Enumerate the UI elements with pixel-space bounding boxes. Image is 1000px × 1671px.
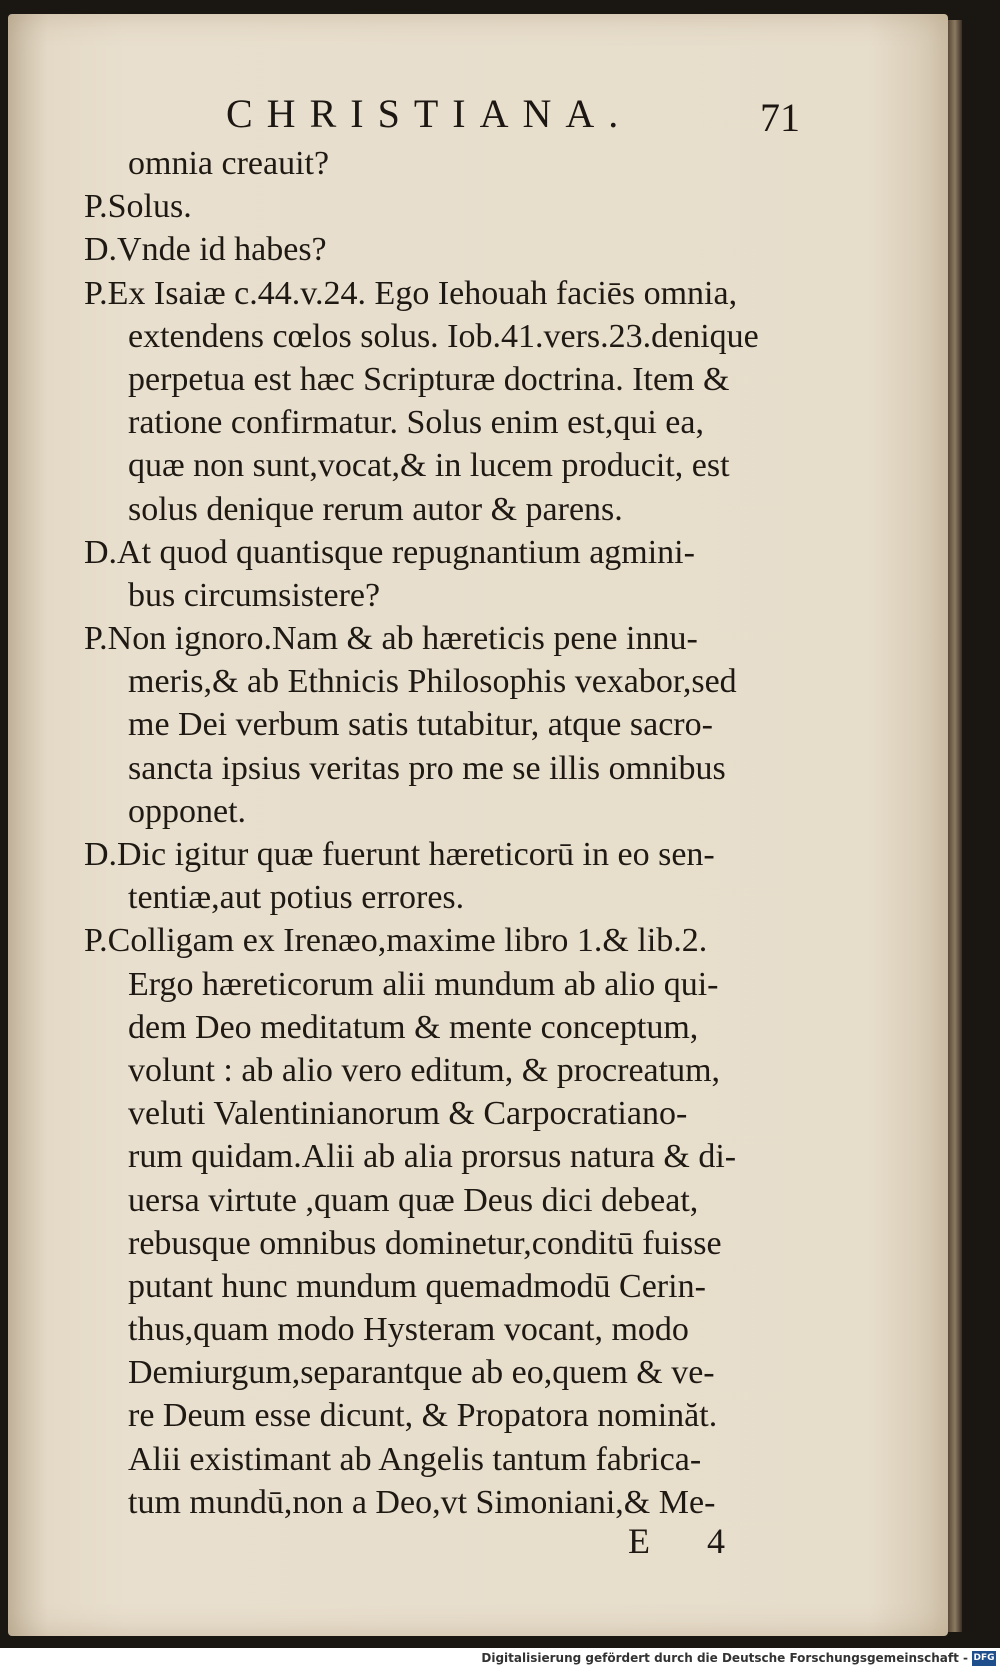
text-line: P.Colligam ex Irenæo,maxime libro 1.& lib.2.: [84, 922, 708, 960]
digitization-footer: [0, 1648, 1000, 1671]
text-line: P.Non ignoro.Nam & ab hæreticis pene innu-: [84, 620, 698, 658]
text-line: P.Solus.: [84, 188, 192, 226]
text-line: putant hunc mundum quemadmodū Cerin-: [128, 1267, 706, 1305]
dfg-logo: DFG: [972, 1651, 996, 1666]
text-line: D.Vnde id habes?: [84, 231, 327, 269]
text-line: veluti Valentinianorum & Carpocratiano-: [128, 1095, 688, 1133]
text-line: Ergo hæreticorum alii mundum ab alio qui-: [128, 965, 719, 1003]
text-line: volunt : ab alio vero editum, & procreatum,: [128, 1051, 721, 1089]
text-line: dem Deo meditatum & mente conceptum,: [128, 1008, 699, 1046]
text-line: rum quidam.Alii ab alia prorsus natura & di-: [128, 1138, 737, 1176]
text-line: D.Dic igitur quæ fuerunt hæreticorū in eo sen-: [84, 836, 715, 873]
text-line: ratione confirmatur. Solus enim est,qui ea,: [128, 404, 704, 442]
text-line: P.Ex Isaiæ c.44.v.24. Ego Iehouah faciēs omnia,: [84, 274, 738, 312]
text-line: rebusque omnibus dominetur,conditū fuisse: [128, 1224, 722, 1262]
text-line: perpetua est hæc Scripturæ doctrina. Item &: [128, 360, 730, 398]
signature-mark: E 4: [628, 1521, 749, 1561]
text-line: Alii existimant ab Angelis tantum fabrica-: [128, 1440, 702, 1478]
text-line: quæ non sunt,vocat,& in lucem producit, est: [128, 447, 730, 485]
text-line: meris,& ab Ethnicis Philosophis vexabor,sed: [128, 663, 737, 701]
page-header: [8, 84, 948, 144]
text-line: extendens cœlos solus. Iob.41.vers.23.denique: [128, 317, 759, 355]
page-number: 71: [760, 95, 800, 140]
text-line: Demiurgum,separantque ab eo,quem & ve-: [128, 1354, 715, 1392]
footer-credit: Digitalisierung gefördert durch die Deutsche Forschungsgemeinschaft -: [481, 1651, 968, 1665]
running-title: CHRISTIANA.: [226, 91, 633, 136]
body-text: [84, 142, 814, 1524]
text-line: re Deum esse dicunt, & Propatora nominăt.: [128, 1397, 718, 1435]
book-edge: [948, 20, 962, 1632]
text-line: thus,quam modo Hysteram vocant, modo: [128, 1311, 689, 1349]
book-page: [8, 14, 948, 1636]
text-line: opponet.: [128, 792, 247, 830]
text-line: bus circumsistere?: [128, 576, 381, 614]
text-line: tum mundū,non a Deo,vt Simoniani,& Me-: [128, 1483, 716, 1521]
text-line: uersa virtute ,quam quæ Deus dici debeat,: [128, 1181, 699, 1219]
text-line: solus denique rerum autor & parens.: [128, 490, 623, 528]
text-line: D.At quod quantisque repugnantium agmini-: [84, 533, 695, 571]
text-line: sancta ipsius veritas pro me se illis omnibus: [128, 749, 726, 787]
text-line: tentiæ,aut potius errores.: [128, 879, 465, 917]
text-line: omnia creauit?: [128, 145, 330, 182]
text-line: me Dei verbum satis tutabitur, atque sacro-: [128, 706, 713, 744]
